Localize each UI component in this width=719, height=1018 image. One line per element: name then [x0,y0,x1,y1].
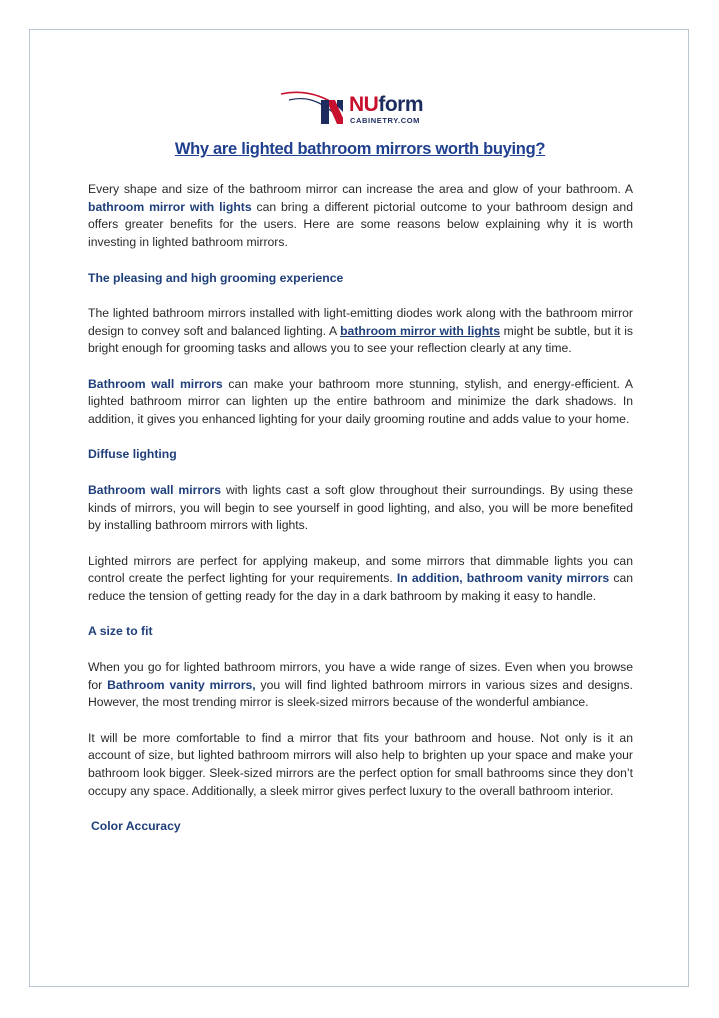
article-body [88,181,633,854]
section-heading-size: A size to fit [88,624,153,639]
section-heading-grooming: The pleasing and high grooming experience [88,270,344,285]
nuform-logo [279,88,439,132]
text: can reduce the tension of getting ready for the day in a dark bathroom by making it easy to handle. [88,571,634,604]
logo-form: form [378,93,424,116]
paragraph-intro [88,181,633,252]
logo-subtitle: CABINETRY.COM [350,116,421,125]
keyword: Bathroom wall mirrors [88,482,222,497]
text: When you go for lighted bathroom mirrors, you have a wide range of sizes. Even when you browse for [88,659,633,692]
text: can bring a different pictorial outcome to your bathroom design and offers greater benefits for the users. Here are some reasons below explaining why it is worth investing in lighted bathroom mirrors. [88,199,633,250]
text: Lighted mirrors are perfect for applying makeup, and some mirrors that dimmable lights you can control create the perfect lighting for your requirements. [88,553,633,586]
keyword: Bathroom wall mirrors [88,376,223,391]
keyword: Bathroom vanity mirrors, [107,677,256,692]
paragraph-grooming [88,305,633,358]
keyword: In addition, bathroom vanity mirrors [396,571,610,586]
section-heading-color: Color Accuracy [91,819,181,834]
text: you will find lighted bathroom mirrors in various sizes and designs. However, the most trending mirror is sleek-sized mirrors because of the wonderful ambiance. [88,677,633,710]
page-title: Why are lighted bathroom mirrors worth buying? [174,140,546,158]
text: can make your bathroom more stunning, stylish, and energy-efficient. A lighted bathroom mirror can lighten up the entire bathroom and minimize the dark shadows. In addition, it gives you enhanced lighting for your daily grooming routine and adds value to your home. [88,376,633,427]
paragraph-wall-mirrors [88,376,633,429]
paragraph-sizes [88,659,633,712]
text: with lights cast a soft glow throughout their surroundings. By using these kinds of mirrors, you will begin to see yourself in good lighting, and also, you will be more benefited by installing bathroom mirrors with lights. [88,482,634,533]
logo-wordmark [349,94,423,116]
document-page [29,29,689,987]
logo-nu: NU [349,93,379,116]
keyword: bathroom mirror with lights [88,199,252,214]
text: might be subtle, but it is bright enough for grooming tasks and allows you to see your reflection clearly at any time. [88,323,633,356]
section-heading-diffuse: Diffuse lighting [88,447,177,462]
paragraph-fit: It will be more comfortable to find a mirror that fits your bathroom and house. Not only is it an account of size, but lighted bathroom mirrors will also help to brighten up your space and make your bathroom look bigger. Sleek-sized mirrors are the perfect option for small bathrooms since they don’t occupy any space. Additionally, a sleek mirror gives perfect luxury to the overall bathroom interior. [88,730,633,798]
bathroom-mirror-link[interactable]: bathroom mirror with lights [340,323,501,338]
text: The lighted bathroom mirrors installed with light-emitting diodes work along with the bathroom mirror design to convey soft and balanced lighting. A [88,305,633,338]
paragraph-makeup [88,553,633,606]
paragraph-diffuse [88,482,633,535]
text: Every shape and size of the bathroom mirror can increase the area and glow of your bathroom. A [88,182,633,196]
